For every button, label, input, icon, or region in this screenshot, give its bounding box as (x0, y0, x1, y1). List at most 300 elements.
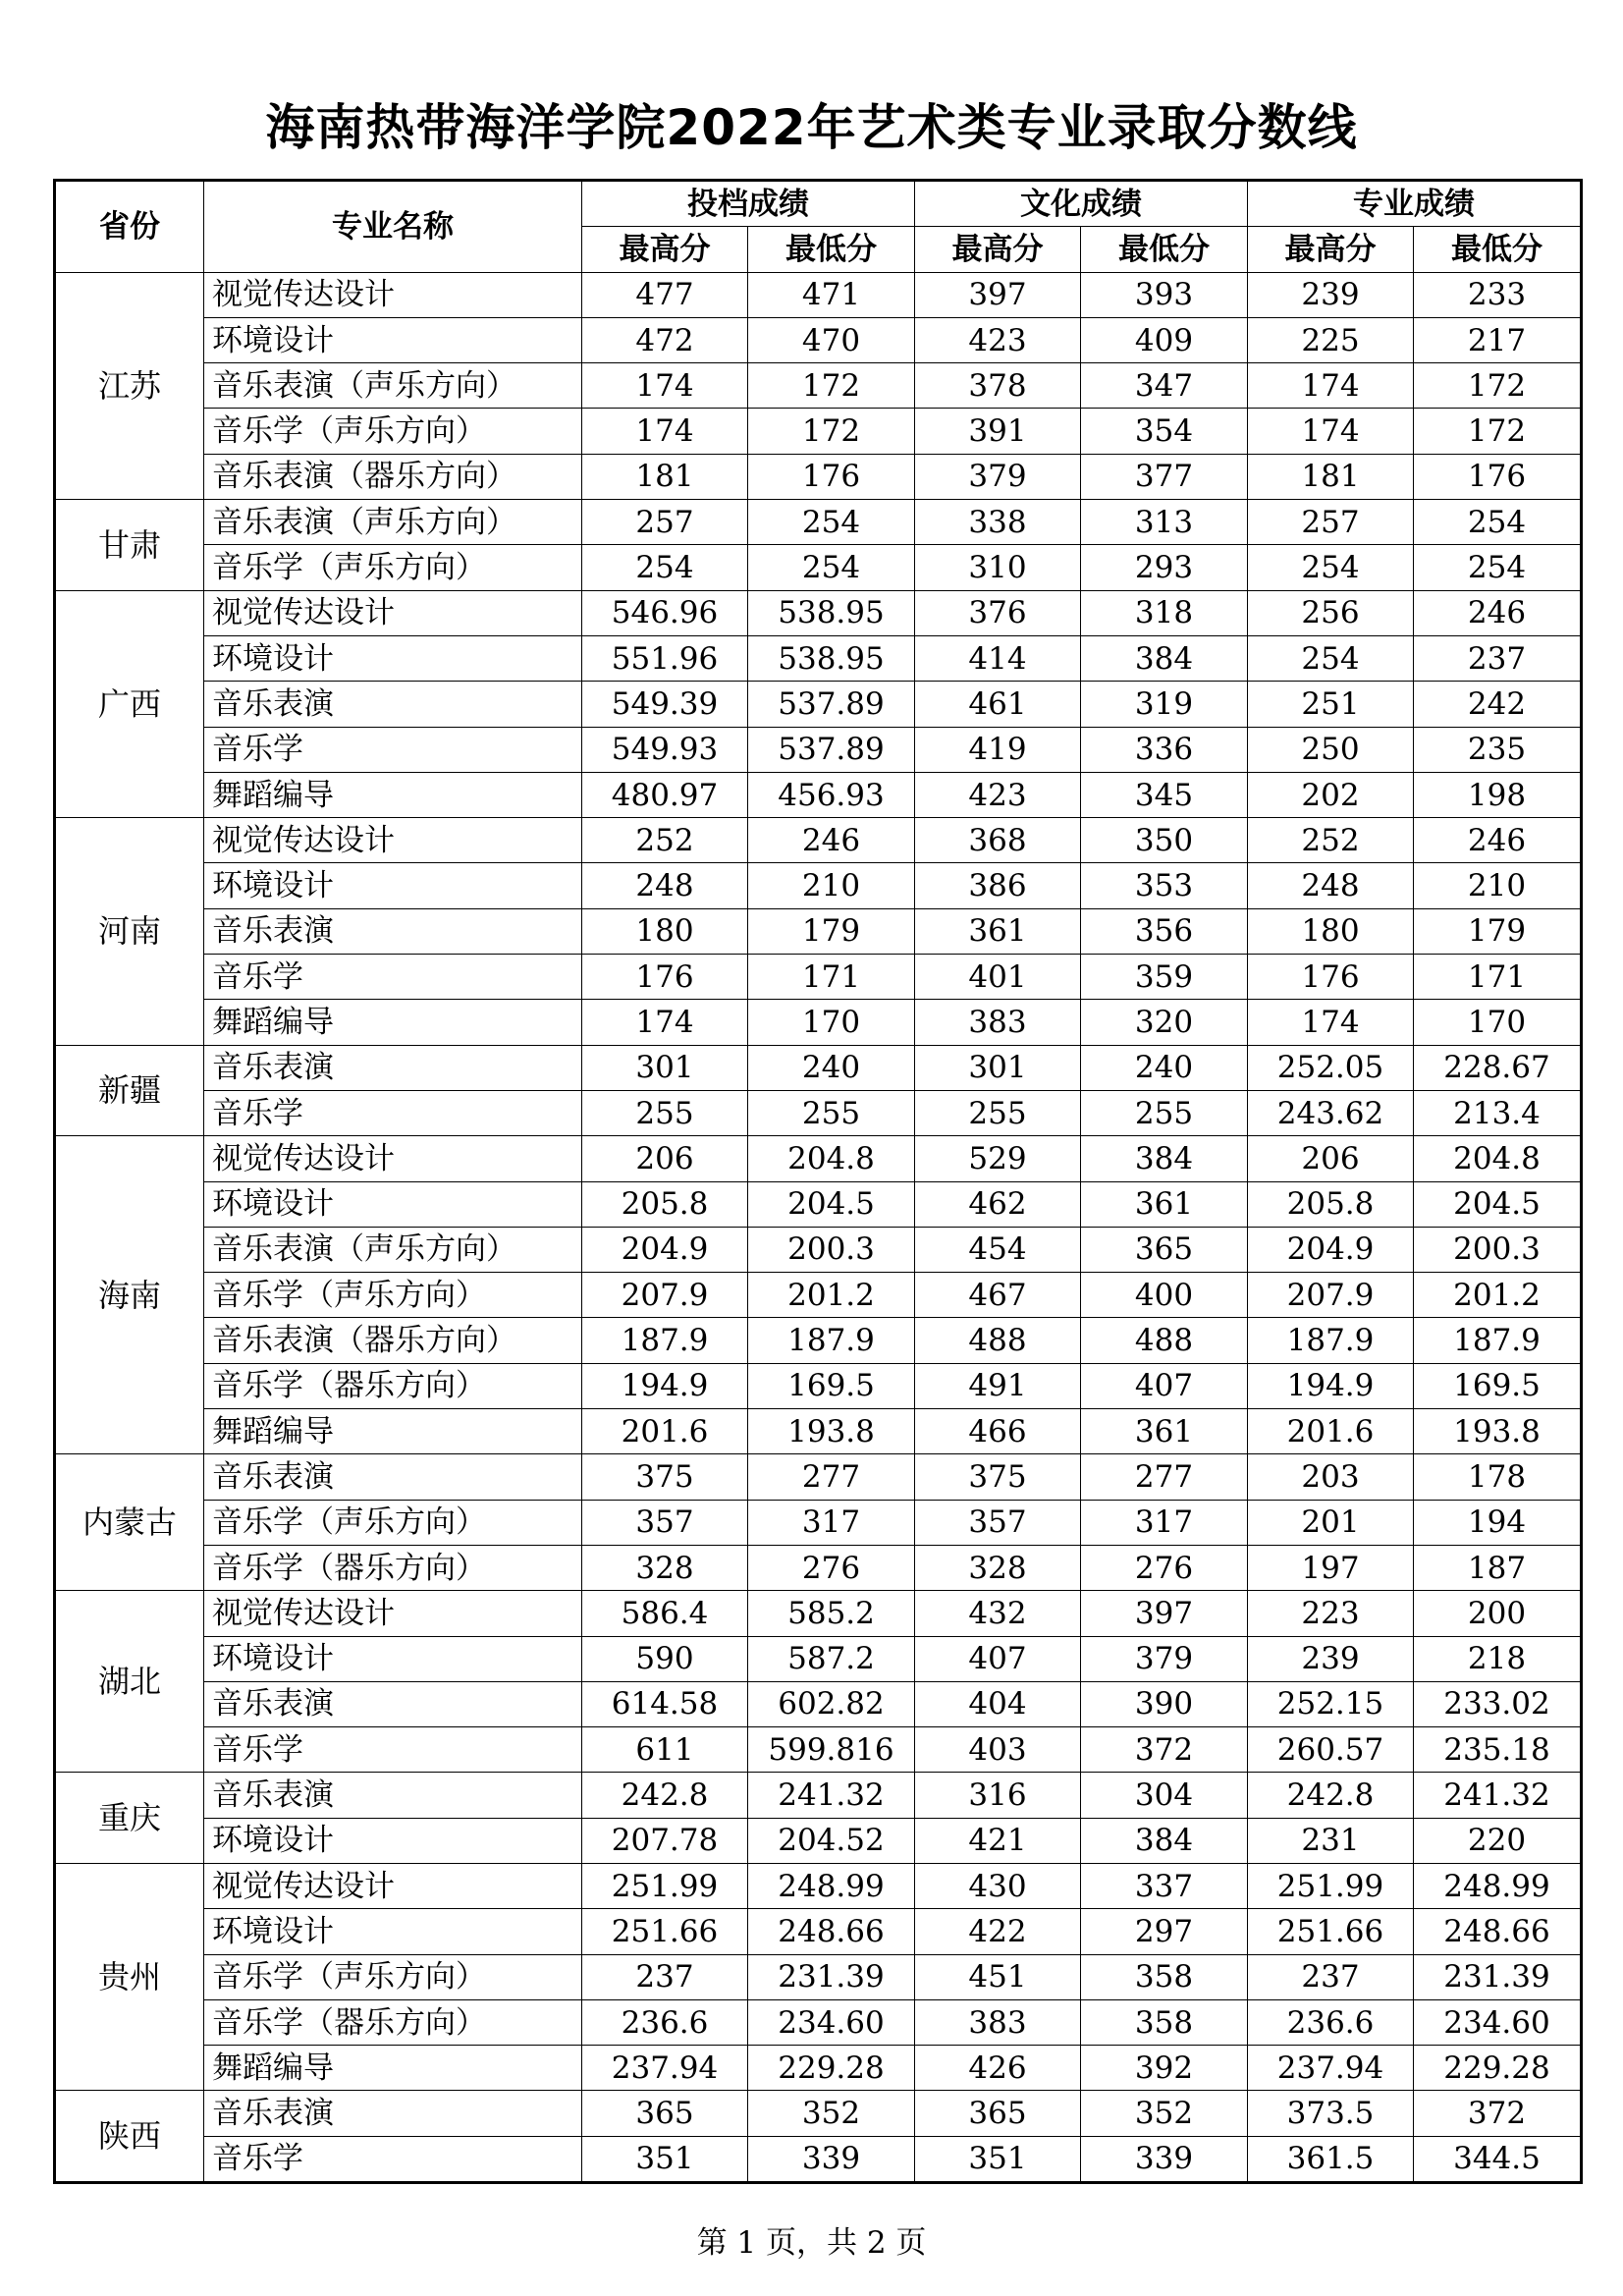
major-name-cell: 音乐学 (204, 1727, 582, 1773)
filing-max-cell: 251.66 (582, 1909, 748, 1954)
filing-min-cell: 169.5 (748, 1363, 915, 1408)
province-cell: 内蒙古 (55, 1454, 204, 1591)
professional-max-cell: 254 (1248, 545, 1414, 590)
major-name-cell: 音乐学 (204, 2136, 582, 2182)
professional-max-cell: 257 (1248, 500, 1414, 545)
province-cell: 新疆 (55, 1045, 204, 1136)
table-row (55, 500, 1582, 545)
filing-max-cell: 375 (582, 1454, 748, 1500)
professional-min-cell: 248.99 (1414, 1863, 1582, 1908)
culture-max-cell: 422 (915, 1909, 1081, 1954)
culture-min-cell: 319 (1081, 682, 1248, 727)
filing-max-cell: 257 (582, 500, 748, 545)
filing-max-cell: 174 (582, 409, 748, 454)
filing-min-cell: 172 (748, 363, 915, 409)
professional-max-cell: 251.66 (1248, 1909, 1414, 1954)
culture-max-cell: 461 (915, 682, 1081, 727)
major-name-cell: 视觉传达设计 (204, 1591, 582, 1636)
culture-min-cell: 379 (1081, 1636, 1248, 1681)
province-cell: 河南 (55, 818, 204, 1045)
culture-max-cell: 426 (915, 2046, 1081, 2091)
professional-min-cell: 213.4 (1414, 1090, 1582, 1135)
professional-min-cell: 235.18 (1414, 1727, 1582, 1773)
professional-min-cell: 241.32 (1414, 1773, 1582, 1818)
major-name-cell: 音乐学 (204, 1090, 582, 1135)
table-row (55, 1090, 1582, 1135)
professional-max-cell: 251 (1248, 682, 1414, 727)
table-row (55, 1999, 1582, 2045)
culture-max-cell: 404 (915, 1681, 1081, 1726)
table-row (55, 863, 1582, 908)
professional-max-cell: 174 (1248, 1000, 1414, 1045)
culture-min-cell: 384 (1081, 1818, 1248, 1863)
filing-min-cell: 204.5 (748, 1181, 915, 1227)
culture-min-cell: 397 (1081, 1591, 1248, 1636)
table-row (55, 1227, 1582, 1272)
major-name-cell: 视觉传达设计 (204, 1136, 582, 1181)
major-column-header: 专业名称 (204, 181, 582, 273)
professional-min-cell: 372 (1414, 2091, 1582, 2136)
filing-max-cell: 206 (582, 1136, 748, 1181)
culture-min-cell: 488 (1081, 1318, 1248, 1363)
culture-min-cell: 354 (1081, 409, 1248, 454)
culture-max-cell: 529 (915, 1136, 1081, 1181)
professional-min-cell: 200.3 (1414, 1227, 1582, 1272)
table-row (55, 1954, 1582, 1999)
professional-min-cell: 178 (1414, 1454, 1582, 1500)
table-row (55, 590, 1582, 635)
filing-max-cell: 549.93 (582, 727, 748, 772)
professional-min-cell: 172 (1414, 409, 1582, 454)
professional-max-cell: 237 (1248, 1954, 1414, 1999)
table-row (55, 317, 1582, 362)
professional-min-cell: 254 (1414, 545, 1582, 590)
filing-min-cell: 187.9 (748, 1318, 915, 1363)
professional-min-header: 最低分 (1414, 227, 1582, 272)
filing-min-cell: 317 (748, 1500, 915, 1545)
table-row (55, 1273, 1582, 1318)
culture-max-cell: 361 (915, 908, 1081, 954)
filing-min-cell: 537.89 (748, 727, 915, 772)
professional-max-cell: 187.9 (1248, 1318, 1414, 1363)
culture-max-header: 最高分 (915, 227, 1081, 272)
professional-max-cell: 206 (1248, 1136, 1414, 1181)
culture-max-cell: 421 (915, 1818, 1081, 1863)
filing-min-cell: 246 (748, 818, 915, 863)
professional-min-cell: 204.5 (1414, 1181, 1582, 1227)
professional-max-cell: 176 (1248, 955, 1414, 1000)
table-row (55, 409, 1582, 454)
filing-max-cell: 237 (582, 1954, 748, 1999)
major-name-cell: 音乐表演 (204, 1454, 582, 1500)
table-row (55, 363, 1582, 409)
culture-max-cell: 351 (915, 2136, 1081, 2182)
culture-max-cell: 310 (915, 545, 1081, 590)
table-row (55, 1909, 1582, 1954)
province-cell: 重庆 (55, 1773, 204, 1864)
professional-min-cell: 233 (1414, 272, 1582, 317)
professional-max-cell: 181 (1248, 454, 1414, 499)
major-name-cell: 音乐表演 (204, 2091, 582, 2136)
header-row-groups (55, 181, 1582, 227)
page-title: 海南热带海洋学院2022年艺术类专业录取分数线 (265, 99, 1358, 156)
professional-min-cell: 248.66 (1414, 1909, 1582, 1954)
professional-min-cell: 246 (1414, 818, 1582, 863)
filing-max-cell: 480.97 (582, 772, 748, 817)
culture-max-cell: 301 (915, 1045, 1081, 1090)
culture-min-cell: 390 (1081, 1681, 1248, 1726)
table-row (55, 1181, 1582, 1227)
professional-max-cell: 256 (1248, 590, 1414, 635)
table-row (55, 1818, 1582, 1863)
professional-min-cell: 172 (1414, 363, 1582, 409)
table-row (55, 1318, 1582, 1363)
professional-max-cell: 361.5 (1248, 2136, 1414, 2182)
culture-min-cell: 297 (1081, 1909, 1248, 1954)
major-name-cell: 舞蹈编导 (204, 1409, 582, 1454)
filing-min-cell: 352 (748, 2091, 915, 2136)
professional-min-cell: 198 (1414, 772, 1582, 817)
filing-max-cell: 207.9 (582, 1273, 748, 1318)
filing-max-cell: 187.9 (582, 1318, 748, 1363)
filing-min-cell: 204.8 (748, 1136, 915, 1181)
filing-min-cell: 585.2 (748, 1591, 915, 1636)
culture-max-cell: 467 (915, 1273, 1081, 1318)
culture-max-cell: 376 (915, 590, 1081, 635)
filing-min-cell: 179 (748, 908, 915, 954)
major-name-cell: 环境设计 (204, 863, 582, 908)
professional-max-cell: 201.6 (1248, 1409, 1414, 1454)
filing-min-cell: 241.32 (748, 1773, 915, 1818)
professional-max-header: 最高分 (1248, 227, 1414, 272)
professional-min-cell: 187 (1414, 1545, 1582, 1590)
professional-min-cell: 344.5 (1414, 2136, 1582, 2182)
professional-max-cell: 243.62 (1248, 1090, 1414, 1135)
filing-max-cell: 248 (582, 863, 748, 908)
culture-min-cell: 358 (1081, 1999, 1248, 2045)
culture-min-cell: 377 (1081, 454, 1248, 499)
major-name-cell: 音乐学（声乐方向） (204, 1954, 582, 1999)
culture-min-cell: 361 (1081, 1181, 1248, 1227)
professional-min-cell: 217 (1414, 317, 1582, 362)
filing-min-cell: 602.82 (748, 1681, 915, 1726)
major-name-cell: 音乐表演（声乐方向） (204, 500, 582, 545)
major-name-cell: 音乐表演（器乐方向） (204, 454, 582, 499)
table-row (55, 1863, 1582, 1908)
table-row (55, 1500, 1582, 1545)
province-cell: 江苏 (55, 272, 204, 499)
table-row (55, 545, 1582, 590)
professional-min-cell: 228.67 (1414, 1045, 1582, 1090)
table-row (55, 727, 1582, 772)
professional-max-cell: 225 (1248, 317, 1414, 362)
professional-max-cell: 194.9 (1248, 1363, 1414, 1408)
culture-min-cell: 304 (1081, 1773, 1248, 1818)
table-row (55, 1045, 1582, 1090)
culture-min-cell: 336 (1081, 727, 1248, 772)
filing-min-cell: 176 (748, 454, 915, 499)
professional-max-cell: 207.9 (1248, 1273, 1414, 1318)
table-row (55, 2136, 1582, 2182)
filing-max-cell: 365 (582, 2091, 748, 2136)
professional-min-cell: 237 (1414, 635, 1582, 681)
professional-max-cell: 201 (1248, 1500, 1414, 1545)
filing-min-cell: 538.95 (748, 590, 915, 635)
culture-max-cell: 466 (915, 1409, 1081, 1454)
culture-min-cell: 317 (1081, 1500, 1248, 1545)
table-row (55, 1773, 1582, 1818)
culture-max-cell: 365 (915, 2091, 1081, 2136)
professional-max-cell: 231 (1248, 1818, 1414, 1863)
professional-max-cell: 252 (1248, 818, 1414, 863)
table-row (55, 1454, 1582, 1500)
professional-min-cell: 171 (1414, 955, 1582, 1000)
culture-min-cell: 337 (1081, 1863, 1248, 1908)
major-name-cell: 音乐学（声乐方向） (204, 1273, 582, 1318)
filing-min-cell: 229.28 (748, 2046, 915, 2091)
professional-min-cell: 210 (1414, 863, 1582, 908)
major-name-cell: 音乐表演（声乐方向） (204, 363, 582, 409)
filing-max-header: 最高分 (582, 227, 748, 272)
culture-score-header: 文化成绩 (915, 181, 1248, 227)
culture-max-cell: 451 (915, 1954, 1081, 1999)
major-name-cell: 音乐表演（器乐方向） (204, 1318, 582, 1363)
table-row (55, 955, 1582, 1000)
professional-max-cell: 203 (1248, 1454, 1414, 1500)
province-cell: 广西 (55, 590, 204, 817)
culture-max-cell: 328 (915, 1545, 1081, 1590)
major-name-cell: 音乐表演（声乐方向） (204, 1227, 582, 1272)
culture-min-cell: 392 (1081, 2046, 1248, 2091)
filing-min-cell: 248.99 (748, 1863, 915, 1908)
professional-min-cell: 176 (1414, 454, 1582, 499)
filing-max-cell: 255 (582, 1090, 748, 1135)
filing-max-cell: 204.9 (582, 1227, 748, 1272)
filing-max-cell: 236.6 (582, 1999, 748, 2045)
professional-min-cell: 229.28 (1414, 2046, 1582, 2091)
professional-max-cell: 202 (1248, 772, 1414, 817)
major-name-cell: 舞蹈编导 (204, 1000, 582, 1045)
major-name-cell: 视觉传达设计 (204, 1863, 582, 1908)
filing-min-cell: 234.60 (748, 1999, 915, 2045)
professional-max-cell: 223 (1248, 1591, 1414, 1636)
filing-min-cell: 254 (748, 500, 915, 545)
filing-max-cell: 180 (582, 908, 748, 954)
professional-min-cell: 235 (1414, 727, 1582, 772)
province-cell: 陕西 (55, 2091, 204, 2183)
culture-max-cell: 338 (915, 500, 1081, 545)
filing-min-cell: 255 (748, 1090, 915, 1135)
major-name-cell: 舞蹈编导 (204, 772, 582, 817)
professional-min-cell: 242 (1414, 682, 1582, 727)
filing-max-cell: 205.8 (582, 1181, 748, 1227)
culture-max-cell: 255 (915, 1090, 1081, 1135)
professional-max-cell: 251.99 (1248, 1863, 1414, 1908)
filing-max-cell: 174 (582, 363, 748, 409)
filing-max-cell: 252 (582, 818, 748, 863)
professional-min-cell: 204.8 (1414, 1136, 1582, 1181)
professional-min-cell: 218 (1414, 1636, 1582, 1681)
professional-max-cell: 239 (1248, 272, 1414, 317)
major-name-cell: 视觉传达设计 (204, 590, 582, 635)
professional-max-cell: 205.8 (1248, 1181, 1414, 1227)
culture-min-cell: 318 (1081, 590, 1248, 635)
page-footer: 第 1 页，共 2 页 (696, 2225, 927, 2261)
major-name-cell: 音乐表演 (204, 908, 582, 954)
professional-min-cell: 193.8 (1414, 1409, 1582, 1454)
filing-min-cell: 248.66 (748, 1909, 915, 1954)
culture-min-cell: 359 (1081, 955, 1248, 1000)
culture-min-header: 最低分 (1081, 227, 1248, 272)
culture-min-cell: 350 (1081, 818, 1248, 863)
filing-max-cell: 174 (582, 1000, 748, 1045)
culture-max-cell: 403 (915, 1727, 1081, 1773)
admission-score-table (53, 179, 1583, 2184)
filing-max-cell: 586.4 (582, 1591, 748, 1636)
filing-min-cell: 537.89 (748, 682, 915, 727)
culture-max-cell: 386 (915, 863, 1081, 908)
culture-max-cell: 383 (915, 1999, 1081, 2045)
culture-min-cell: 356 (1081, 908, 1248, 954)
major-name-cell: 环境设计 (204, 1909, 582, 1954)
culture-max-cell: 357 (915, 1500, 1081, 1545)
professional-max-cell: 260.57 (1248, 1727, 1414, 1773)
filing-min-cell: 172 (748, 409, 915, 454)
culture-max-cell: 419 (915, 727, 1081, 772)
major-name-cell: 音乐学 (204, 727, 582, 772)
culture-min-cell: 339 (1081, 2136, 1248, 2182)
professional-max-cell: 252.15 (1248, 1681, 1414, 1726)
major-name-cell: 音乐表演 (204, 1681, 582, 1726)
filing-max-cell: 549.39 (582, 682, 748, 727)
culture-min-cell: 372 (1081, 1727, 1248, 1773)
table-row (55, 1681, 1582, 1726)
filing-max-cell: 242.8 (582, 1773, 748, 1818)
table-row (55, 2046, 1582, 2091)
major-name-cell: 音乐学（器乐方向） (204, 1999, 582, 2045)
filing-max-cell: 201.6 (582, 1409, 748, 1454)
filing-max-cell: 251.99 (582, 1863, 748, 1908)
culture-min-cell: 407 (1081, 1363, 1248, 1408)
filing-min-cell: 471 (748, 272, 915, 317)
culture-max-cell: 378 (915, 363, 1081, 409)
filing-min-cell: 204.52 (748, 1818, 915, 1863)
culture-min-cell: 240 (1081, 1045, 1248, 1090)
major-name-cell: 环境设计 (204, 1636, 582, 1681)
culture-min-cell: 293 (1081, 545, 1248, 590)
professional-min-cell: 201.2 (1414, 1273, 1582, 1318)
professional-max-cell: 252.05 (1248, 1045, 1414, 1090)
professional-max-cell: 197 (1248, 1545, 1414, 1590)
professional-score-header: 专业成绩 (1248, 181, 1582, 227)
table-row (55, 1636, 1582, 1681)
culture-min-cell: 320 (1081, 1000, 1248, 1045)
culture-max-cell: 462 (915, 1181, 1081, 1227)
filing-max-cell: 254 (582, 545, 748, 590)
province-cell: 湖北 (55, 1591, 204, 1773)
major-name-cell: 舞蹈编导 (204, 2046, 582, 2091)
filing-min-cell: 587.2 (748, 1636, 915, 1681)
culture-max-cell: 491 (915, 1363, 1081, 1408)
professional-min-cell: 233.02 (1414, 1681, 1582, 1726)
filing-max-cell: 207.78 (582, 1818, 748, 1863)
culture-max-cell: 430 (915, 1863, 1081, 1908)
filing-min-cell: 193.8 (748, 1409, 915, 1454)
major-name-cell: 环境设计 (204, 1818, 582, 1863)
professional-min-cell: 179 (1414, 908, 1582, 954)
filing-max-cell: 357 (582, 1500, 748, 1545)
professional-min-cell: 200 (1414, 1591, 1582, 1636)
professional-max-cell: 254 (1248, 635, 1414, 681)
professional-min-cell: 254 (1414, 500, 1582, 545)
professional-max-cell: 237.94 (1248, 2046, 1414, 2091)
table-row (55, 1591, 1582, 1636)
filing-max-cell: 328 (582, 1545, 748, 1590)
filing-max-cell: 477 (582, 272, 748, 317)
major-name-cell: 环境设计 (204, 317, 582, 362)
table-row (55, 908, 1582, 954)
culture-max-cell: 414 (915, 635, 1081, 681)
professional-max-cell: 174 (1248, 409, 1414, 454)
culture-min-cell: 393 (1081, 272, 1248, 317)
table-row (55, 1136, 1582, 1181)
professional-max-cell: 248 (1248, 863, 1414, 908)
filing-min-cell: 201.2 (748, 1273, 915, 1318)
major-name-cell: 视觉传达设计 (204, 818, 582, 863)
major-name-cell: 音乐学 (204, 955, 582, 1000)
professional-min-cell: 234.60 (1414, 1999, 1582, 2045)
filing-max-cell: 176 (582, 955, 748, 1000)
professional-min-cell: 194 (1414, 1500, 1582, 1545)
professional-min-cell: 231.39 (1414, 1954, 1582, 1999)
filing-min-cell: 210 (748, 863, 915, 908)
filing-min-cell: 470 (748, 317, 915, 362)
professional-max-cell: 174 (1248, 363, 1414, 409)
table-row (55, 1000, 1582, 1045)
culture-max-cell: 397 (915, 272, 1081, 317)
table-row (55, 272, 1582, 317)
professional-max-cell: 180 (1248, 908, 1414, 954)
filing-min-cell: 277 (748, 1454, 915, 1500)
table-row (55, 635, 1582, 681)
filing-score-header: 投档成绩 (582, 181, 915, 227)
table-row (55, 1409, 1582, 1454)
province-cell: 贵州 (55, 1863, 204, 2090)
culture-min-cell: 276 (1081, 1545, 1248, 1590)
table-row (55, 818, 1582, 863)
culture-min-cell: 384 (1081, 635, 1248, 681)
table-row (55, 682, 1582, 727)
culture-min-cell: 361 (1081, 1409, 1248, 1454)
professional-max-cell: 373.5 (1248, 2091, 1414, 2136)
table-body (55, 272, 1582, 2182)
filing-max-cell: 351 (582, 2136, 748, 2182)
culture-max-cell: 383 (915, 1000, 1081, 1045)
professional-min-cell: 170 (1414, 1000, 1582, 1045)
filing-max-cell: 546.96 (582, 590, 748, 635)
professional-max-cell: 239 (1248, 1636, 1414, 1681)
filing-min-cell: 240 (748, 1045, 915, 1090)
table-row (55, 454, 1582, 499)
filing-max-cell: 590 (582, 1636, 748, 1681)
major-name-cell: 音乐学（器乐方向） (204, 1363, 582, 1408)
table-row (55, 772, 1582, 817)
culture-min-cell: 358 (1081, 1954, 1248, 1999)
professional-max-cell: 242.8 (1248, 1773, 1414, 1818)
province-cell: 海南 (55, 1136, 204, 1454)
culture-max-cell: 375 (915, 1454, 1081, 1500)
culture-max-cell: 423 (915, 772, 1081, 817)
